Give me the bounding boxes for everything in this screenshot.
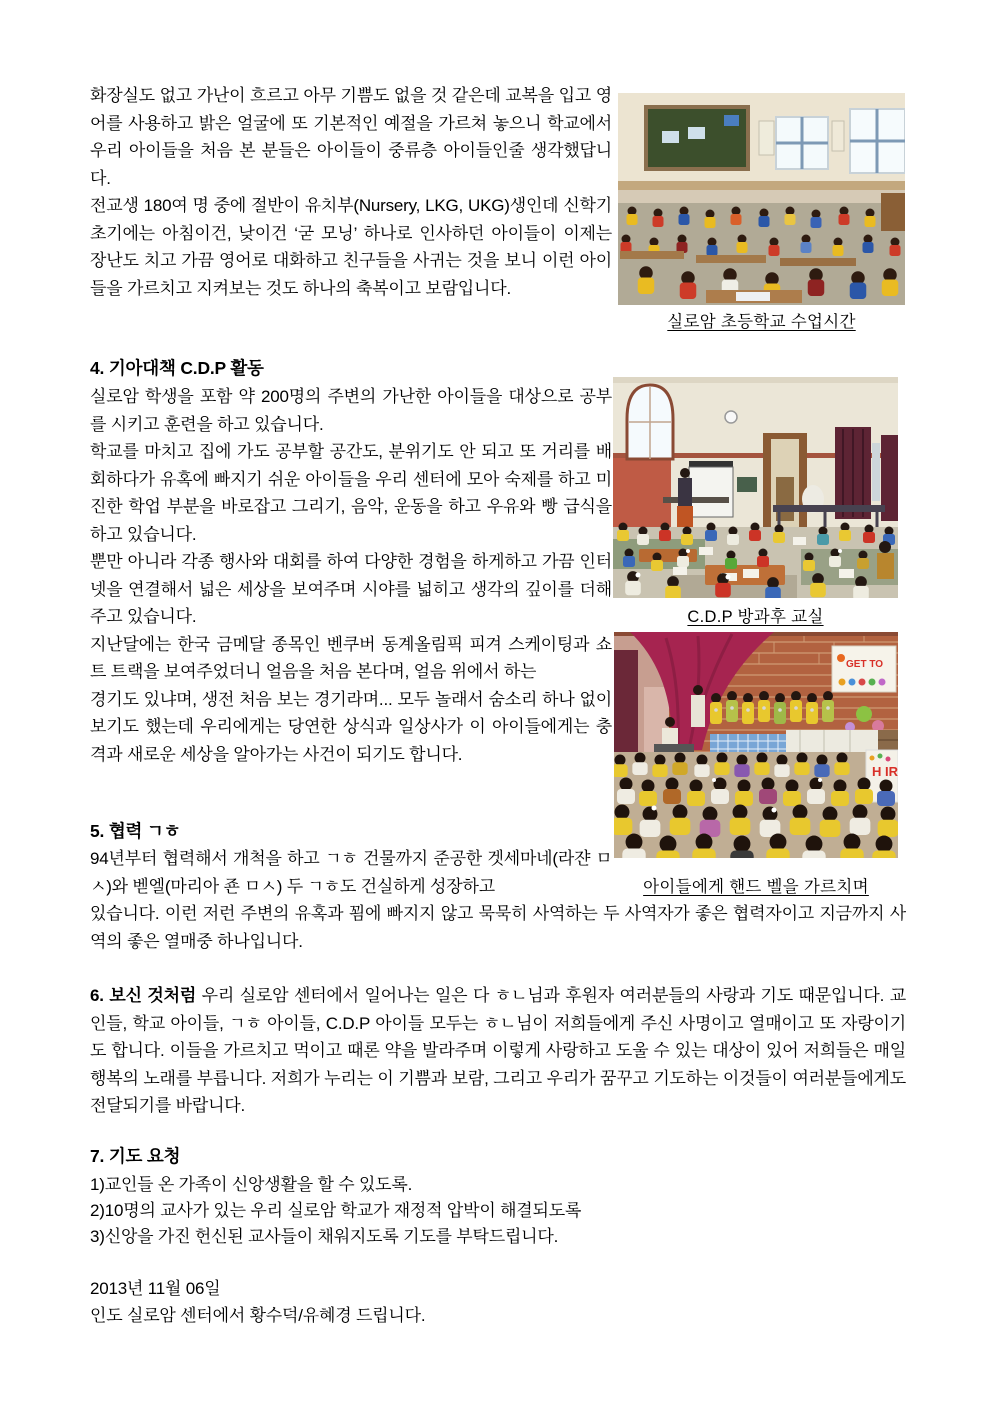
- closing-date: 2013년 11월 06일: [90, 1279, 221, 1298]
- intro-paragraphs: [90, 82, 612, 302]
- prayer-item-1: 1)교인들 온 가족이 신앙생활을 할 수 있도록.: [90, 1175, 413, 1194]
- photo-handbell-performance: [614, 632, 898, 858]
- photo-cdp-afterschool: [613, 377, 898, 598]
- sign-text: H IR: [872, 764, 898, 779]
- section-6-body: [90, 982, 906, 1120]
- section-4-paragraph-2: 학교를 마치고 집에 가도 공부할 공간도, 분위기도 안 되고 또 거리를 배회하다가 유혹에 빠지기 쉬운 아이들을 우리 센터에 모아 숙제를 하고 미진한 학업 부분을 바로잡고 그리기, 음악, 운동을 하고 우유와 빵 급식을 하고 있습니다.: [90, 442, 612, 544]
- section-5-paragraph-1: 94년부터 협력해서 개척을 하고 ㄱㅎ 건물까지 준공한 겟세마네(라쟌 ㅁㅅ)와 벧엘(마리아 죤 ㅁㅅ) 두 ㄱㅎ도 건실하게 성장하고: [90, 849, 612, 896]
- prayer-item-3: 3)신앙을 가진 헌신된 교사들이 채워지도록 기도를 부탁드립니다.: [90, 1227, 559, 1246]
- closing-signature: 인도 실로암 센터에서 황수덕/유혜경 드립니다.: [90, 1305, 426, 1325]
- classroom-illustration: [618, 93, 905, 305]
- handbell-illustration: [614, 632, 898, 858]
- section-5-paragraph-2: 있습니다. 이런 저런 주변의 유혹과 꾐에 빠지지 않고 묵묵히 사역하는 두 사역자가 좋은 협력자이고 지금까지 사역의 좋은 열매중 하나입니다.: [90, 904, 906, 951]
- section-4-heading: 4. 기아대책 C.D.P 활동: [90, 358, 264, 378]
- section-6-text: 우리 실로암 센터에서 일어나는 일은 다 ㅎㄴ님과 후원자 여러분들의 사랑과 기도 때문입니다. 교인들, 학교 아이들, ㄱㅎ 아이들, C.D.P 아이들 모두는 ㅎㄴ님이 저희들에게 주신 사명이고 열매이고 또 자랑이기도 합니다. 이들을 가르치고 먹이고 때론 약을 발라주며 이렇게 사랑하고 도울 수 있는 대상이 있어 저희들은 매일 행복의 노래를 부릅니다. 저희가 누리는 이 기쁨과 보람, 그리고 우리가 꿈꾸고 기도하는 이것들이 여러분들에게도 전달되기를 바랍니다.: [90, 986, 906, 1115]
- banner-text: GET TO: [846, 659, 884, 670]
- photo-caption-cdp: C.D.P 방과후 교실: [687, 608, 824, 626]
- section-5-body-full: [90, 900, 906, 955]
- photo-caption-handbell: 아이들에게 핸드 벨을 가르치며: [643, 878, 869, 896]
- closing-block: [90, 1276, 906, 1329]
- photo-classroom-lesson: [618, 93, 905, 305]
- prayer-request-list: [90, 1172, 906, 1250]
- photo-caption-classroom: 실로암 초등학교 수업시간: [667, 313, 856, 331]
- section-4-paragraph-5: 경기도 있냐며, 생전 처음 보는 경기라며... 모두 놀래서 숨소리 하나 없이 보기도 했는데 우리에게는 당연한 상식과 일상사가 이 아이들에게는 충격과 새로운 세상을 알아가는 사건이 되기도 합니다.: [90, 689, 612, 764]
- section-4-paragraph-1: 실로암 학생을 포함 약 200명의 주변의 가난한 아이들을 대상으로 공부를 시키고 훈련을 하고 있습니다.: [90, 387, 612, 434]
- intro-paragraph-2: 전교생 180여 명 중에 절반이 유치부(Nursery, LKG, UKG)생인데 신학기 초기에는 아침이건, 낮이건 ‘굳 모닝’ 하나로 인사하던 아이들이 이제는 장난도 치고 가끔 영어로 대화하고 친구들을 사귀는 것을 보니 이런 아이들을 가르치고 지켜보는 것도 하나의 축복이고 보람입니다.: [90, 196, 612, 298]
- intro-paragraph-1: 화장실도 없고 가난이 흐르고 아무 기쁨도 없을 것 같은데 교복을 입고 영어를 사용하고 밝은 얼굴에 또 기본적인 예절을 가르쳐 놓으니 학교에서 우리 아이들을 처음 본 분들은 아이들이 중류층 아이들인줄 생각했답니다.: [90, 86, 612, 188]
- section-6-paragraph: [90, 982, 906, 1120]
- section-4-paragraph-3: 뿐만 아니라 각종 행사와 대회를 하여 다양한 경험을 하게하고 가끔 인터넷을 연결해서 넓은 세상을 보여주며 시야를 넓히고 생각의 깊이를 더해주고 있습니다.: [90, 552, 612, 626]
- prayer-item-2: 2)10명의 교사가 있는 우리 실로암 학교가 재정적 압박이 해결되도록: [90, 1201, 582, 1220]
- cdp-classroom-illustration: [613, 377, 898, 598]
- section-4-body: [90, 383, 612, 768]
- section-4-paragraph-4: 지난달에는 한국 금메달 종목인 벤쿠버 동계올림픽 피겨 스케이팅과 쇼트 트랙을 보여주었더니 얼음을 처음 본다며, 얼음 위에서 하는: [90, 634, 612, 681]
- section-7-heading: 7. 기도 요청: [90, 1146, 181, 1166]
- section-5-body-narrow: [90, 845, 612, 900]
- section-5-heading: 5. 협력 ㄱㅎ: [90, 821, 181, 841]
- section-6-heading: 6. 보신 것처럼: [90, 986, 197, 1005]
